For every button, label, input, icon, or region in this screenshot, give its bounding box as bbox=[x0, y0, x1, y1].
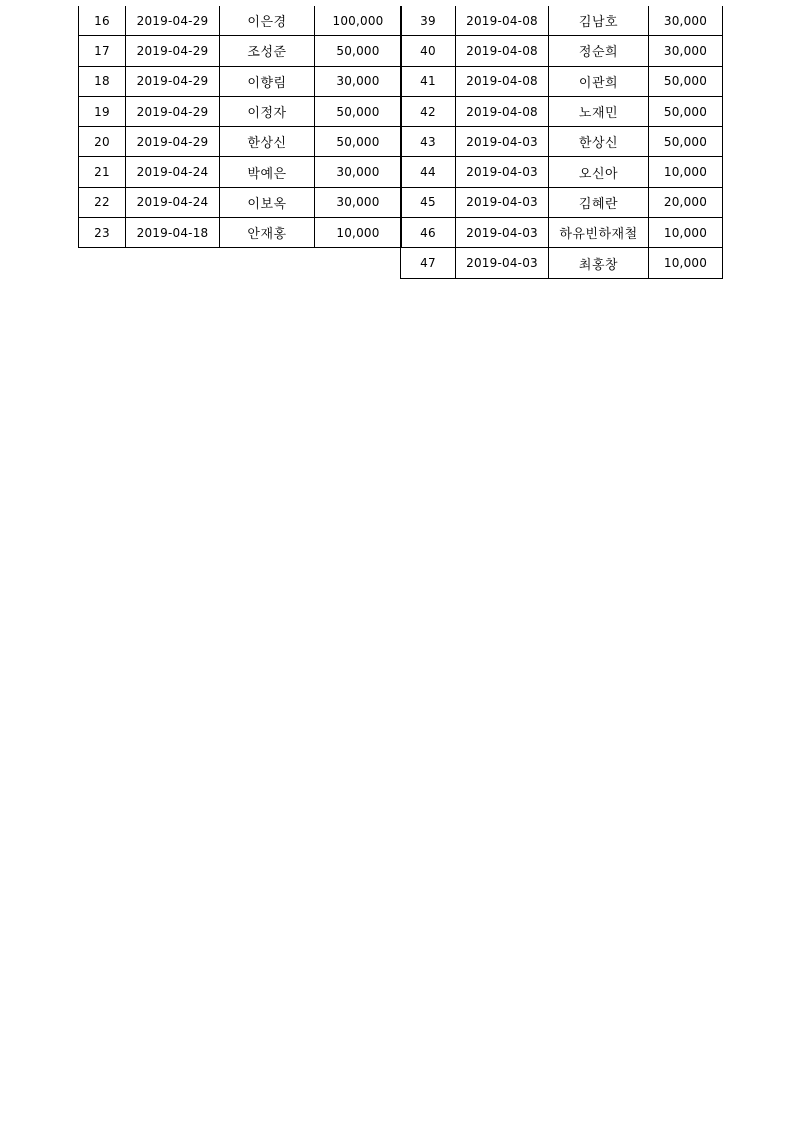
donor-name: 김혜란 bbox=[549, 187, 649, 217]
donation-amount: 50,000 bbox=[649, 66, 723, 96]
donor-name: 한상신 bbox=[549, 127, 649, 157]
donation-amount: 10,000 bbox=[649, 218, 723, 248]
row-number: 19 bbox=[79, 96, 126, 126]
table-row bbox=[79, 157, 402, 187]
row-number: 16 bbox=[79, 6, 126, 36]
donation-amount: 100,000 bbox=[315, 6, 402, 36]
donation-date: 2019-04-08 bbox=[456, 36, 549, 66]
donor-name: 최홍창 bbox=[549, 248, 649, 278]
table-row bbox=[401, 66, 723, 96]
table-row bbox=[79, 127, 402, 157]
row-number: 17 bbox=[79, 36, 126, 66]
donor-name: 오신아 bbox=[549, 157, 649, 187]
donor-name: 이향림 bbox=[220, 66, 315, 96]
donation-date: 2019-04-03 bbox=[456, 218, 549, 248]
donor-name: 한상신 bbox=[220, 127, 315, 157]
donation-table-right bbox=[400, 6, 723, 279]
table-row bbox=[401, 248, 723, 278]
row-number: 47 bbox=[401, 248, 456, 278]
donation-date: 2019-04-24 bbox=[126, 157, 220, 187]
donation-date: 2019-04-03 bbox=[456, 157, 549, 187]
donation-date: 2019-04-29 bbox=[126, 96, 220, 126]
donation-amount: 10,000 bbox=[649, 157, 723, 187]
table-row bbox=[401, 157, 723, 187]
donation-amount: 30,000 bbox=[315, 187, 402, 217]
row-number: 45 bbox=[401, 187, 456, 217]
donation-amount: 30,000 bbox=[649, 6, 723, 36]
donor-name: 김남호 bbox=[549, 6, 649, 36]
row-number: 46 bbox=[401, 218, 456, 248]
table-row bbox=[79, 6, 402, 36]
donation-date: 2019-04-29 bbox=[126, 127, 220, 157]
donor-name: 정순희 bbox=[549, 36, 649, 66]
donation-date: 2019-04-29 bbox=[126, 66, 220, 96]
donor-name: 노재민 bbox=[549, 96, 649, 126]
table-row bbox=[401, 36, 723, 66]
donation-amount: 50,000 bbox=[649, 127, 723, 157]
table-row bbox=[401, 218, 723, 248]
table-row bbox=[79, 96, 402, 126]
donation-date: 2019-04-03 bbox=[456, 187, 549, 217]
table-row bbox=[401, 127, 723, 157]
row-number: 21 bbox=[79, 157, 126, 187]
donor-name: 조성준 bbox=[220, 36, 315, 66]
table-row bbox=[401, 187, 723, 217]
donation-amount: 50,000 bbox=[649, 96, 723, 126]
donation-date: 2019-04-03 bbox=[456, 127, 549, 157]
table-row bbox=[79, 36, 402, 66]
donation-date: 2019-04-08 bbox=[456, 66, 549, 96]
table-row bbox=[401, 6, 723, 36]
donation-amount: 30,000 bbox=[315, 157, 402, 187]
donation-table-left bbox=[78, 6, 402, 248]
donation-amount: 10,000 bbox=[315, 218, 402, 248]
table-row bbox=[79, 218, 402, 248]
donation-date: 2019-04-03 bbox=[456, 248, 549, 278]
donation-date: 2019-04-29 bbox=[126, 6, 220, 36]
donation-date: 2019-04-18 bbox=[126, 218, 220, 248]
donation-amount: 50,000 bbox=[315, 96, 402, 126]
donation-amount: 50,000 bbox=[315, 127, 402, 157]
donation-date: 2019-04-24 bbox=[126, 187, 220, 217]
row-number: 39 bbox=[401, 6, 456, 36]
donation-amount: 20,000 bbox=[649, 187, 723, 217]
donor-name: 이관희 bbox=[549, 66, 649, 96]
donor-name: 안재홍 bbox=[220, 218, 315, 248]
donation-date: 2019-04-08 bbox=[456, 96, 549, 126]
donation-amount: 50,000 bbox=[315, 36, 402, 66]
row-number: 20 bbox=[79, 127, 126, 157]
row-number: 23 bbox=[79, 218, 126, 248]
donation-amount: 30,000 bbox=[315, 66, 402, 96]
row-number: 44 bbox=[401, 157, 456, 187]
table-row bbox=[401, 96, 723, 126]
donation-amount: 30,000 bbox=[649, 36, 723, 66]
table-row bbox=[79, 187, 402, 217]
row-number: 42 bbox=[401, 96, 456, 126]
table-row bbox=[79, 66, 402, 96]
row-number: 18 bbox=[79, 66, 126, 96]
row-number: 22 bbox=[79, 187, 126, 217]
donor-name: 이정자 bbox=[220, 96, 315, 126]
donor-name: 이은경 bbox=[220, 6, 315, 36]
donation-date: 2019-04-29 bbox=[126, 36, 220, 66]
row-number: 43 bbox=[401, 127, 456, 157]
row-number: 40 bbox=[401, 36, 456, 66]
row-number: 41 bbox=[401, 66, 456, 96]
donor-name: 하유빈하재철 bbox=[549, 218, 649, 248]
donor-name: 박예은 bbox=[220, 157, 315, 187]
donation-amount: 10,000 bbox=[649, 248, 723, 278]
donor-name: 이보옥 bbox=[220, 187, 315, 217]
donation-date: 2019-04-08 bbox=[456, 6, 549, 36]
